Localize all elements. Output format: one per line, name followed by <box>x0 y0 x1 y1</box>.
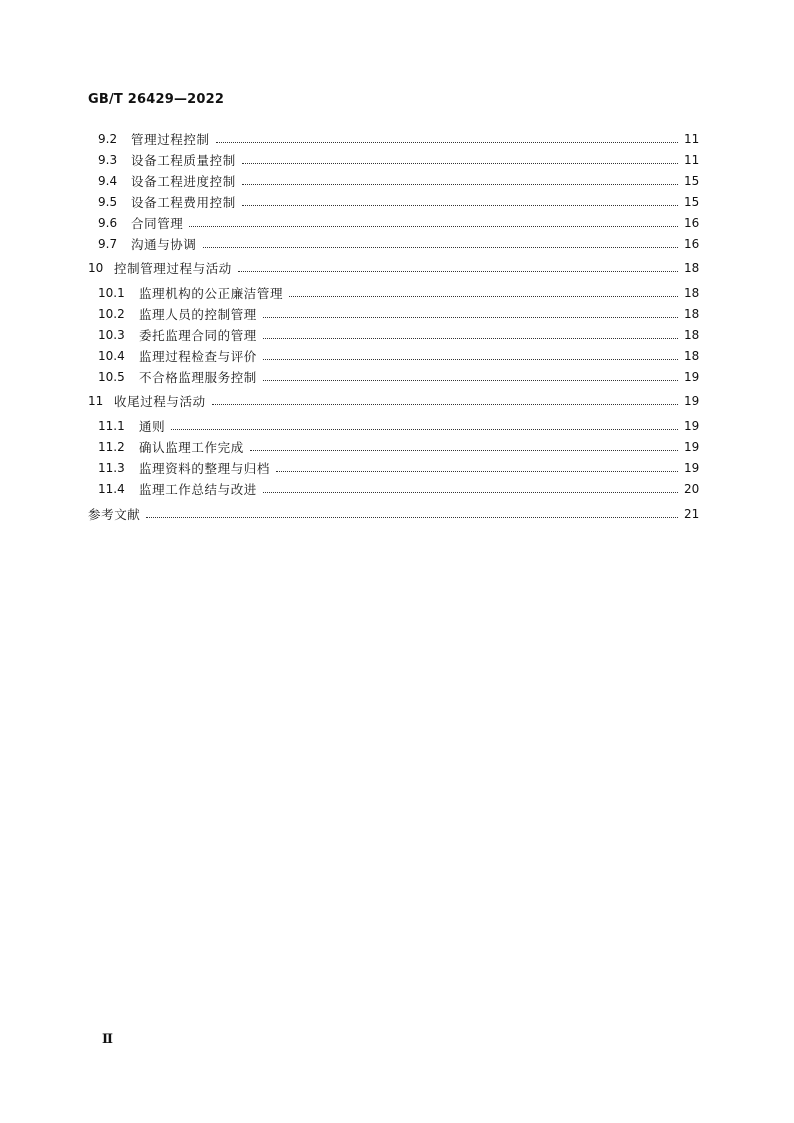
toc-entry-title: 监理机构的公正廉洁管理 <box>139 286 284 301</box>
toc-entry-11-2[interactable] <box>98 438 698 456</box>
toc-entry-title: 监理资料的整理与归档 <box>139 461 271 476</box>
toc-leader-dots <box>263 492 678 493</box>
standard-code-header: GB/T 26429—2022 <box>88 92 225 107</box>
toc-leader-dots <box>242 184 678 185</box>
toc-leader-dots <box>189 226 678 227</box>
toc-leader-dots <box>238 271 678 272</box>
toc-entry-page: 18 <box>684 261 700 275</box>
toc-entry-title: 管理过程控制 <box>131 132 210 147</box>
toc-entry-page: 19 <box>684 440 700 454</box>
toc-leader-dots <box>146 517 678 518</box>
toc-entry-number: 10 <box>88 261 104 275</box>
toc-entry-title: 沟通与协调 <box>131 237 197 252</box>
toc-entry-page: 19 <box>684 461 700 475</box>
toc-leader-dots <box>242 205 678 206</box>
toc-entry-number: 9.3 <box>98 153 118 167</box>
toc-leader-dots <box>171 429 678 430</box>
toc-entry-number: 10.1 <box>98 286 125 300</box>
toc-entry-10-3[interactable] <box>98 326 698 344</box>
toc-entry-10-1[interactable] <box>98 284 698 302</box>
toc-entry-9-3[interactable] <box>98 151 698 169</box>
toc-entry-page: 20 <box>684 482 700 496</box>
toc-entry-page: 18 <box>684 307 700 321</box>
toc-entry-10-5[interactable] <box>98 368 698 386</box>
toc-entry-number: 11.1 <box>98 419 125 433</box>
toc-entry-9-6[interactable] <box>98 214 698 232</box>
toc-entry-page: 11 <box>684 132 700 146</box>
toc-entry-number: 11.3 <box>98 461 125 475</box>
toc-entry-title: 监理人员的控制管理 <box>139 307 257 322</box>
toc-leader-dots <box>216 142 678 143</box>
toc-leader-dots <box>289 296 678 297</box>
toc-entry-9-5[interactable] <box>98 193 698 211</box>
toc-entry-number: 11.2 <box>98 440 125 454</box>
toc-entry-10-2[interactable] <box>98 305 698 323</box>
toc-entry-10[interactable] <box>88 259 698 277</box>
toc-entry-10-4[interactable] <box>98 347 698 365</box>
toc-entry-11-3[interactable] <box>98 459 698 477</box>
toc-entry-9-4[interactable] <box>98 172 698 190</box>
toc-entry-title: 监理过程检查与评价 <box>139 349 257 364</box>
toc-entry-title: 合同管理 <box>131 216 184 231</box>
toc-entry-number: 10.5 <box>98 370 125 384</box>
toc-entry-number: 9.4 <box>98 174 118 188</box>
toc-entry-page: 16 <box>684 216 700 230</box>
toc-entry-title: 设备工程质量控制 <box>131 153 236 168</box>
toc-entry-page: 19 <box>684 394 700 408</box>
toc-entry-page: 18 <box>684 349 700 363</box>
toc-entry-title: 收尾过程与活动 <box>114 394 206 409</box>
toc-leader-dots <box>203 247 678 248</box>
toc-entry-number: 11 <box>88 394 104 408</box>
toc-entry-title: 设备工程进度控制 <box>131 174 236 189</box>
toc-entry-page: 15 <box>684 195 700 209</box>
toc-entry-number: 10.3 <box>98 328 125 342</box>
toc-leader-dots <box>263 338 678 339</box>
toc-entry-title: 不合格监理服务控制 <box>139 370 257 385</box>
toc-entry-page: 15 <box>684 174 700 188</box>
toc-entry-page: 11 <box>684 153 700 167</box>
toc-entry-number: 9.5 <box>98 195 118 209</box>
toc-entry-title: 委托监理合同的管理 <box>139 328 257 343</box>
toc-entry-title: 通则 <box>139 419 166 434</box>
toc-entry-page: 18 <box>684 286 700 300</box>
toc-entry-title: 设备工程费用控制 <box>131 195 236 210</box>
toc-entry-11[interactable] <box>88 392 698 410</box>
toc-entry-9-2[interactable] <box>98 130 698 148</box>
toc-entry-page: 19 <box>684 370 700 384</box>
toc-entry-9-7[interactable] <box>98 235 698 253</box>
toc-entry-bibliography[interactable] <box>88 505 698 523</box>
toc-leader-dots <box>263 380 678 381</box>
toc-entry-11-4[interactable] <box>98 480 698 498</box>
toc-entry-title: 参考文献 <box>88 507 141 522</box>
page-number-footer: Ⅱ <box>102 1032 113 1047</box>
toc-leader-dots <box>242 163 678 164</box>
toc-entry-page: 19 <box>684 419 700 433</box>
toc-entry-number: 9.2 <box>98 132 118 146</box>
toc-entry-title: 确认监理工作完成 <box>139 440 244 455</box>
toc-leader-dots <box>250 450 678 451</box>
toc-leader-dots <box>263 359 678 360</box>
toc-entry-page: 16 <box>684 237 700 251</box>
toc-entry-number: 10.4 <box>98 349 125 363</box>
toc-entry-page: 21 <box>684 507 700 521</box>
toc-entry-number: 10.2 <box>98 307 125 321</box>
toc-entry-number: 11.4 <box>98 482 125 496</box>
toc-leader-dots <box>276 471 678 472</box>
toc-entry-title: 控制管理过程与活动 <box>114 261 232 276</box>
toc-leader-dots <box>263 317 678 318</box>
toc-entry-title: 监理工作总结与改进 <box>139 482 257 497</box>
toc-leader-dots <box>212 404 678 405</box>
toc-entry-11-1[interactable] <box>98 417 698 435</box>
toc-entry-number: 9.7 <box>98 237 118 251</box>
toc-entry-page: 18 <box>684 328 700 342</box>
toc-entry-number: 9.6 <box>98 216 118 230</box>
